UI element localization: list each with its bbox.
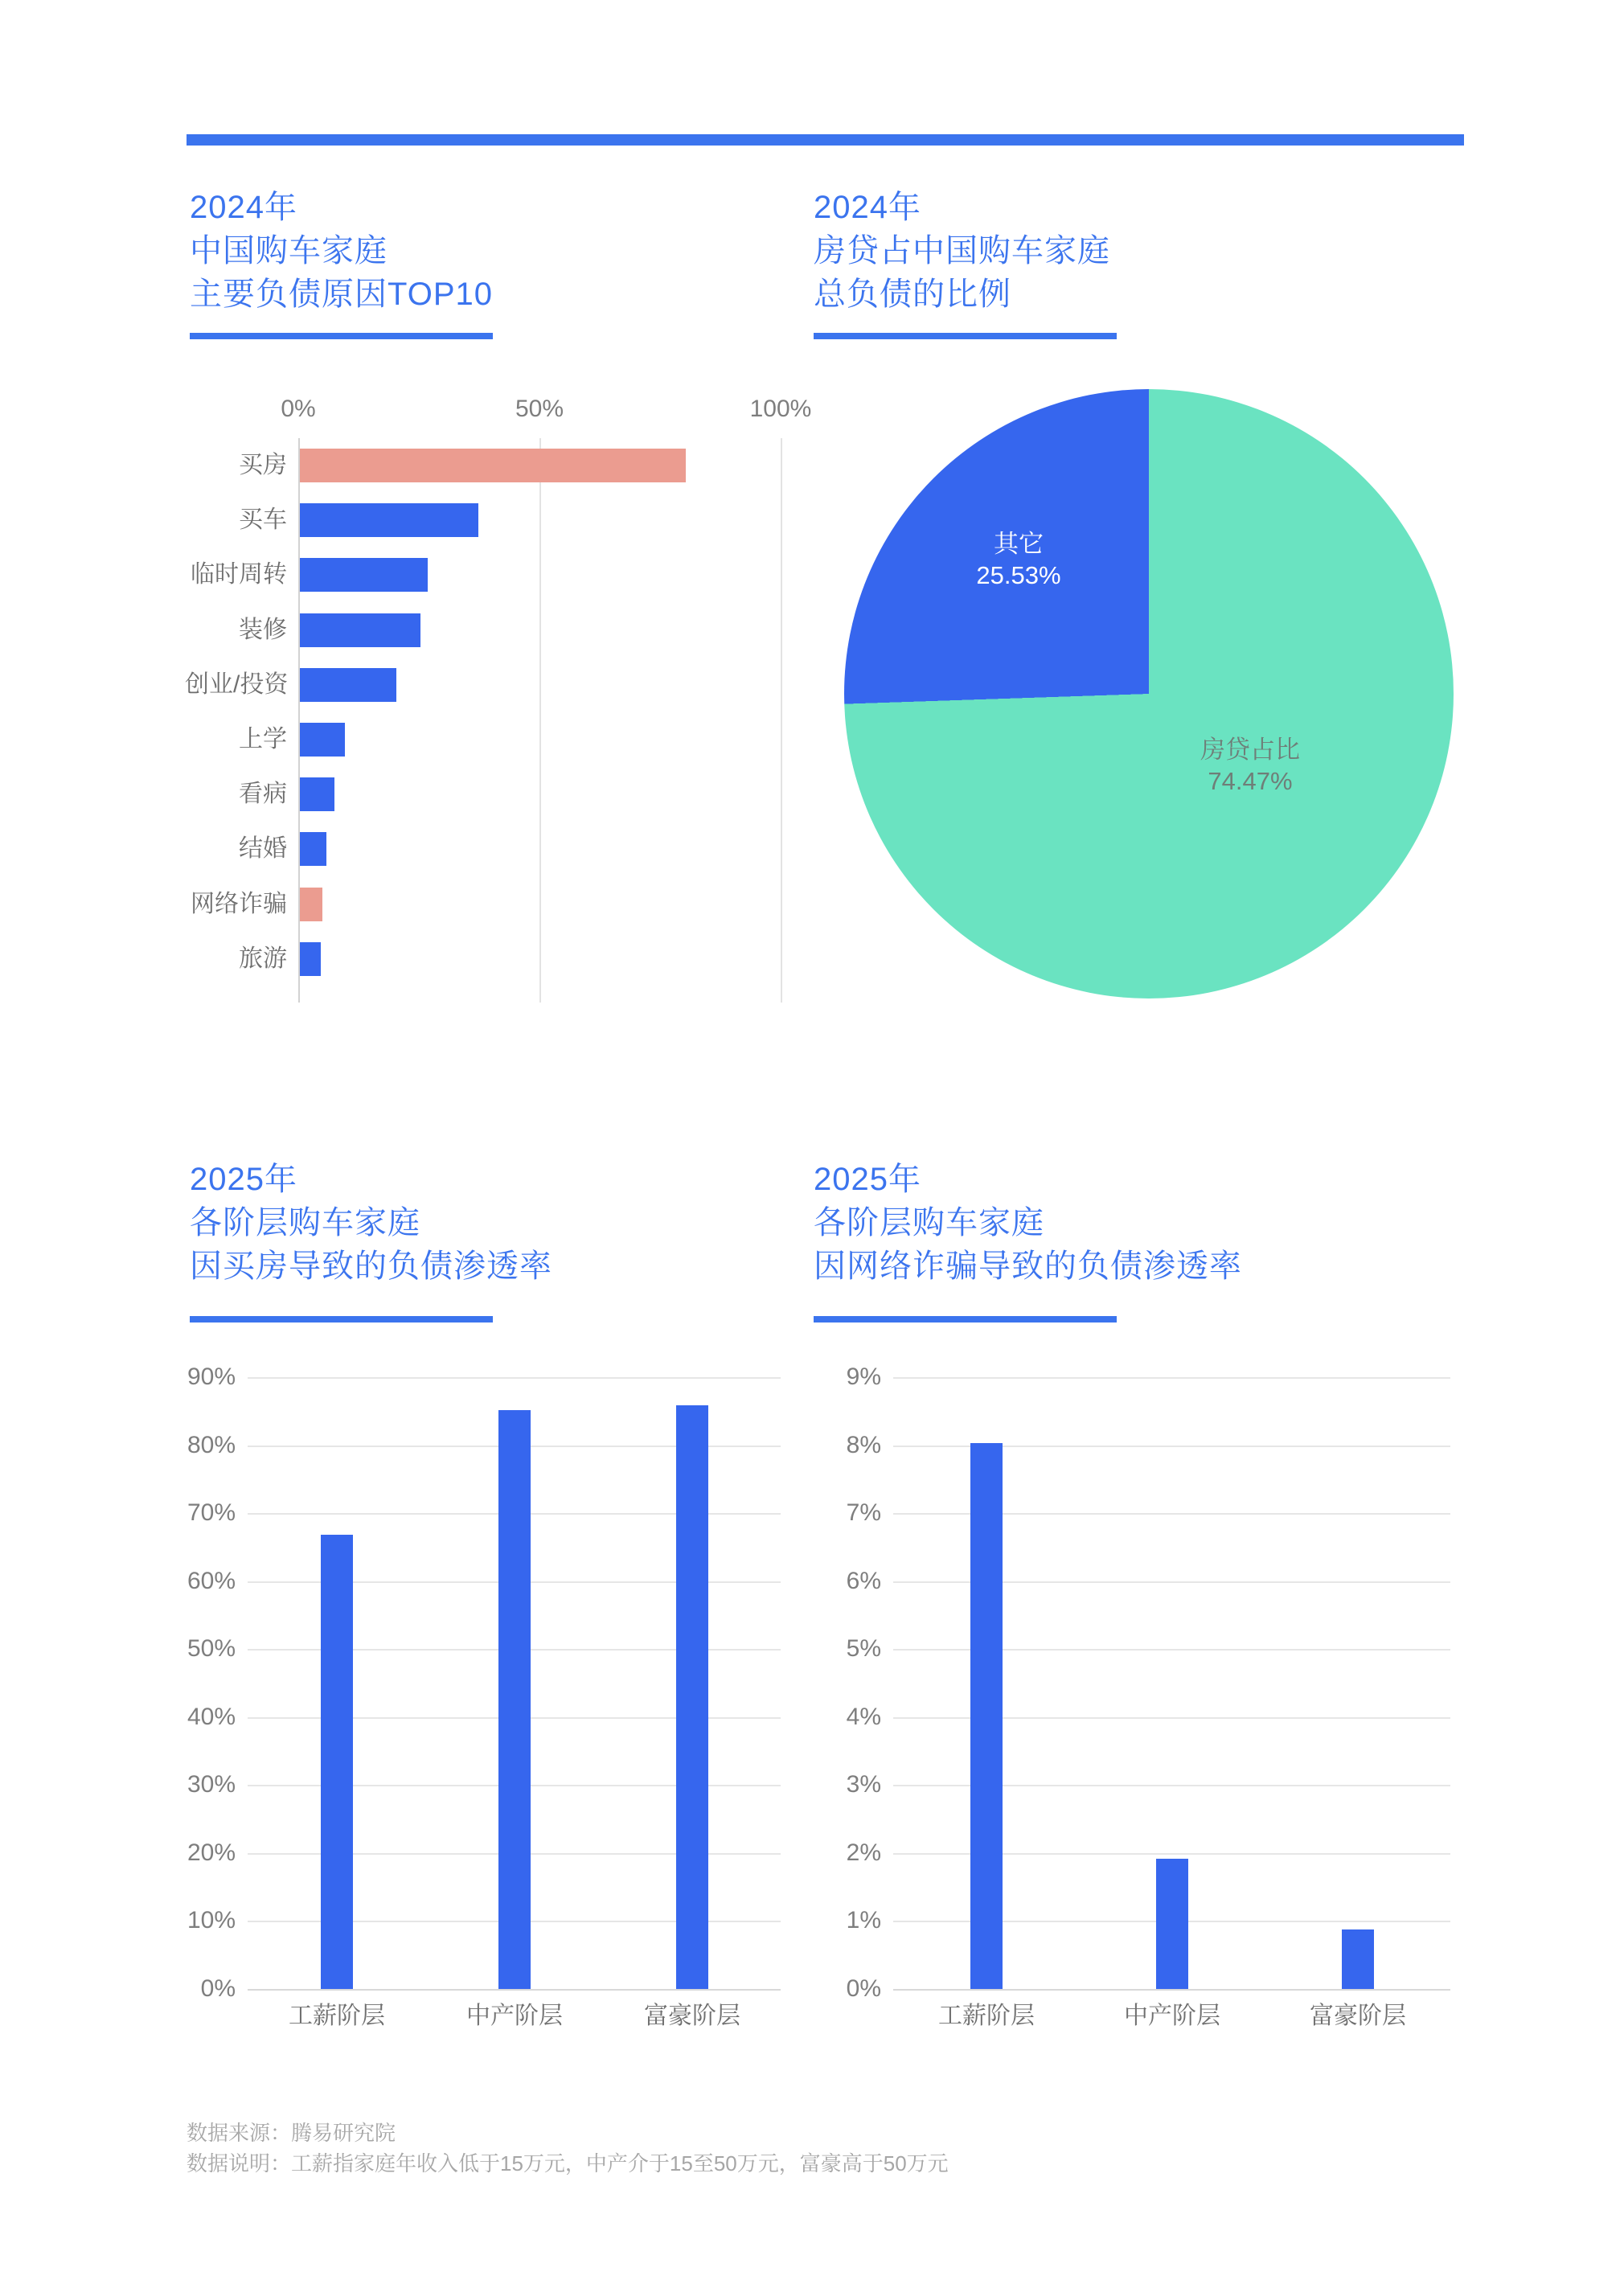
bar	[300, 613, 420, 647]
x-axis-tick-label: 100%	[749, 396, 812, 422]
bar	[676, 1405, 708, 1989]
y-axis-tick-label: 7%	[846, 1499, 881, 1526]
pie-label-mortgage	[1200, 734, 1300, 797]
bar	[498, 1410, 531, 1989]
bar	[1156, 1859, 1188, 1989]
pie-slice-value: 25.53%	[976, 561, 1061, 589]
x-axis-tick-label: 50%	[515, 396, 564, 422]
y-axis-tick-label: 4%	[846, 1704, 881, 1730]
gridline	[893, 1989, 1450, 1991]
category-label: 中产阶层	[1124, 2003, 1220, 2029]
house-penetration-bar-chart	[185, 1359, 820, 2058]
y-axis-tick-label: 0%	[200, 1975, 236, 2002]
y-axis-tick-label: 5%	[846, 1635, 881, 1662]
title-line: 各阶层购车家庭	[190, 1205, 420, 1240]
bar	[300, 449, 686, 482]
gridline	[248, 1377, 781, 1379]
category-label: 结婚	[239, 835, 287, 863]
bar	[300, 558, 428, 592]
category-label: 工薪阶层	[289, 2003, 385, 2029]
title-line: 2024年	[814, 190, 921, 225]
category-label: 工薪阶层	[938, 2003, 1035, 2029]
chart4-title	[814, 1158, 1242, 1288]
title-underline	[190, 1316, 493, 1322]
bar	[300, 723, 345, 757]
category-label: 旅游	[239, 945, 287, 972]
y-axis-tick-label: 40%	[187, 1704, 236, 1730]
title-line: 主要负债原因TOP10	[190, 277, 493, 312]
y-axis-tick-label: 6%	[846, 1568, 881, 1594]
bar	[300, 832, 326, 866]
y-axis-tick-label: 60%	[187, 1568, 236, 1594]
category-label: 富豪阶层	[644, 2003, 740, 2029]
category-label: 富豪阶层	[1310, 2003, 1406, 2029]
category-label: 上学	[239, 726, 287, 752]
y-axis-tick-label: 80%	[187, 1432, 236, 1458]
pie-slice-label: 房贷占比	[1200, 736, 1300, 764]
x-axis-tick-label: 0%	[281, 396, 316, 422]
footnote	[187, 2118, 949, 2179]
bar	[300, 503, 478, 537]
title-line: 2025年	[814, 1162, 921, 1197]
chart3-title	[190, 1158, 552, 1288]
top-divider	[187, 134, 1464, 146]
mortgage-share-pie-chart	[844, 389, 1454, 999]
title-line: 2024年	[190, 190, 297, 225]
gridline	[248, 1989, 781, 1991]
title-line: 2025年	[190, 1162, 297, 1197]
category-label: 看病	[239, 781, 287, 808]
category-label: 买车	[239, 506, 287, 534]
y-axis-tick-label: 70%	[187, 1499, 236, 1526]
gridline	[539, 438, 541, 1003]
title-underline	[814, 1316, 1117, 1322]
title-line: 因买房导致的负债渗透率	[190, 1249, 552, 1284]
bar	[1342, 1929, 1374, 1989]
category-label: 临时周转	[191, 561, 287, 588]
y-axis-tick-label: 10%	[187, 1907, 236, 1933]
title-underline	[190, 333, 493, 339]
y-axis-tick-label: 90%	[187, 1363, 236, 1390]
bar	[300, 777, 334, 811]
category-label: 中产阶层	[466, 2003, 563, 2029]
title-line: 各阶层购车家庭	[814, 1205, 1044, 1240]
title-line: 总负债的比例	[814, 277, 1011, 312]
title-line: 房贷占中国购车家庭	[814, 233, 1110, 269]
bar	[300, 888, 322, 921]
y-axis-tick-label: 9%	[846, 1363, 881, 1390]
pie-slice-value: 74.47%	[1208, 767, 1293, 795]
category-label: 创业/投资	[185, 670, 289, 698]
category-label: 网络诈骗	[191, 890, 287, 917]
bar	[300, 668, 396, 702]
fraud-penetration-bar-chart	[812, 1359, 1519, 2058]
gridline	[893, 1377, 1450, 1379]
y-axis-tick-label: 2%	[846, 1839, 881, 1866]
y-axis-tick-label: 8%	[846, 1432, 881, 1458]
y-axis-tick-label: 3%	[846, 1771, 881, 1798]
title-underline	[814, 333, 1117, 339]
title-line: 因网络诈骗导致的负债渗透率	[814, 1249, 1242, 1284]
footnote-note: 数据说明：工薪指家庭年收入低于15万元，中产介于15至50万元，富豪高于50万元	[187, 2151, 949, 2175]
category-label: 买房	[239, 452, 287, 478]
category-label: 装修	[239, 616, 287, 643]
bar	[300, 942, 321, 976]
bar	[970, 1443, 1003, 1989]
footnote-source: 数据来源：腾易研究院	[187, 2121, 396, 2145]
debt-reasons-bar-chart	[185, 394, 820, 1029]
pie-slice-label: 其它	[993, 530, 1044, 558]
chart2-title	[814, 186, 1110, 316]
gridline	[781, 438, 782, 1003]
y-axis-tick-label: 20%	[187, 1839, 236, 1866]
y-axis-tick-label: 30%	[187, 1771, 236, 1798]
pie-label-other	[976, 528, 1060, 591]
bar	[321, 1535, 353, 1989]
y-axis-tick-label: 0%	[846, 1975, 881, 2002]
chart1-title	[190, 186, 493, 316]
title-line: 中国购车家庭	[190, 233, 388, 269]
y-axis-tick-label: 50%	[187, 1635, 236, 1662]
y-axis-tick-label: 1%	[846, 1907, 881, 1933]
